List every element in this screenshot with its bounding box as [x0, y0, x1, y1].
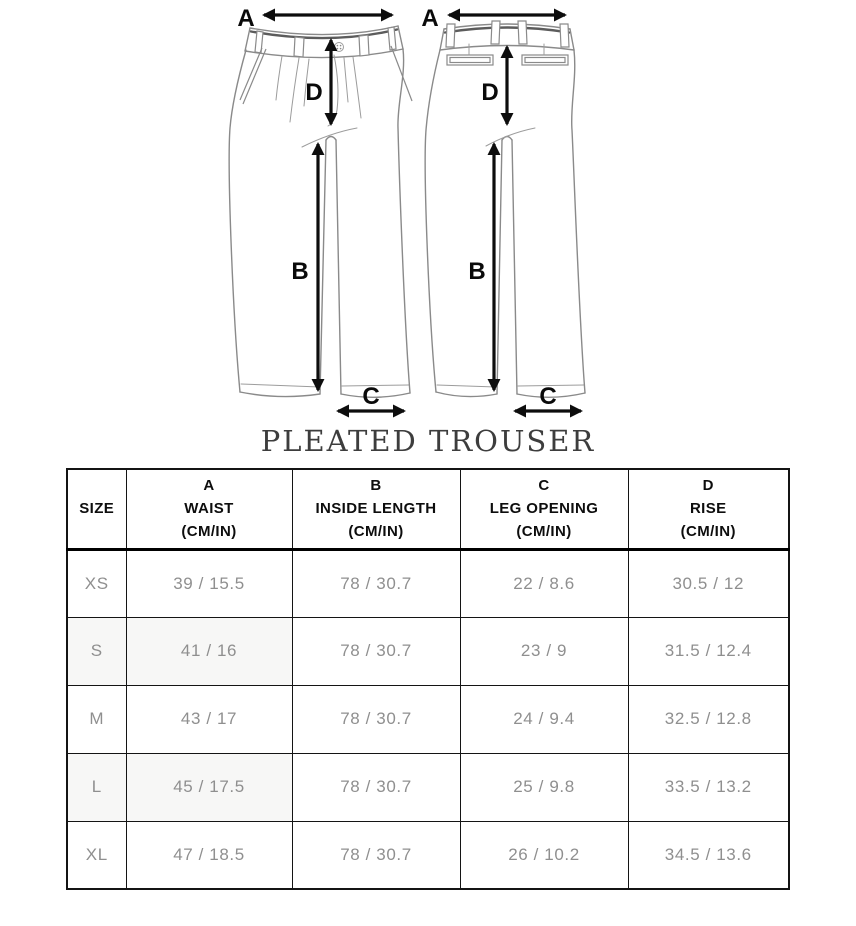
header-row	[67, 469, 789, 549]
label-d-front: D	[305, 79, 323, 106]
table-row-xl	[67, 821, 789, 889]
col-unit: (CM/IN)	[181, 523, 237, 541]
col-unit: (CM/IN)	[680, 523, 736, 541]
leg-opening-value: 24 / 9.4	[460, 685, 628, 753]
col-unit: (CM/IN)	[348, 523, 404, 541]
rise-value: 33.5 / 13.2	[628, 753, 789, 821]
inside-length-value: 78 / 30.7	[292, 617, 460, 685]
col-header-size: SIZE	[67, 469, 126, 549]
table-row-l	[67, 753, 789, 821]
label-b-back: B	[468, 258, 486, 285]
rise-value: 30.5 / 12	[628, 549, 789, 617]
product-title: PLEATED TROUSER	[260, 424, 596, 458]
col-header-inside-length	[292, 469, 460, 549]
inside-length-value: 78 / 30.7	[292, 753, 460, 821]
waist-value: 39 / 15.5	[126, 549, 292, 617]
rise-value: 32.5 / 12.8	[628, 685, 789, 753]
waist-value: 47 / 18.5	[126, 821, 292, 889]
col-letter: B	[370, 476, 382, 494]
leg-opening-value: 26 / 10.2	[460, 821, 628, 889]
col-unit: (CM/IN)	[516, 523, 572, 541]
rise-value: 31.5 / 12.4	[628, 617, 789, 685]
label-a-front: A	[237, 5, 255, 32]
col-header-rise	[628, 469, 789, 549]
col-header-leg-opening	[460, 469, 628, 549]
col-letter: D	[702, 476, 714, 494]
inside-length-value: 78 / 30.7	[292, 821, 460, 889]
col-name: INSIDE LENGTH	[315, 500, 437, 518]
col-name: RISE	[689, 500, 727, 518]
table-row-s	[67, 617, 789, 685]
table-row-xs	[67, 549, 789, 617]
col-letter: C	[538, 476, 550, 494]
size-label: XS	[67, 549, 126, 617]
size-chart-header	[67, 469, 789, 549]
label-d-back: D	[481, 79, 499, 106]
trouser-back-view	[425, 21, 585, 397]
inside-length-value: 78 / 30.7	[292, 549, 460, 617]
leg-opening-value: 22 / 8.6	[460, 549, 628, 617]
size-chart-table	[66, 468, 790, 890]
size-label: L	[67, 753, 126, 821]
waist-value: 45 / 17.5	[126, 753, 292, 821]
size-chart-body	[67, 549, 789, 889]
size-label: M	[67, 685, 126, 753]
col-name: WAIST	[184, 500, 234, 518]
waist-value: 43 / 17	[126, 685, 292, 753]
label-a-back: A	[421, 5, 439, 32]
label-c-back: C	[539, 383, 557, 410]
col-name: LEG OPENING	[489, 500, 599, 518]
size-label: S	[67, 617, 126, 685]
trouser-diagram-svg	[0, 0, 856, 422]
label-b-front: B	[291, 258, 309, 285]
label-c-front: C	[362, 383, 380, 410]
trouser-measurement-diagram	[0, 0, 856, 422]
leg-opening-value: 25 / 9.8	[460, 753, 628, 821]
rise-value: 34.5 / 13.6	[628, 821, 789, 889]
leg-opening-value: 23 / 9	[460, 617, 628, 685]
table-row-m	[67, 685, 789, 753]
col-header-waist	[126, 469, 292, 549]
waist-value: 41 / 16	[126, 617, 292, 685]
col-letter: A	[203, 476, 215, 494]
inside-length-value: 78 / 30.7	[292, 685, 460, 753]
size-label: XL	[67, 821, 126, 889]
